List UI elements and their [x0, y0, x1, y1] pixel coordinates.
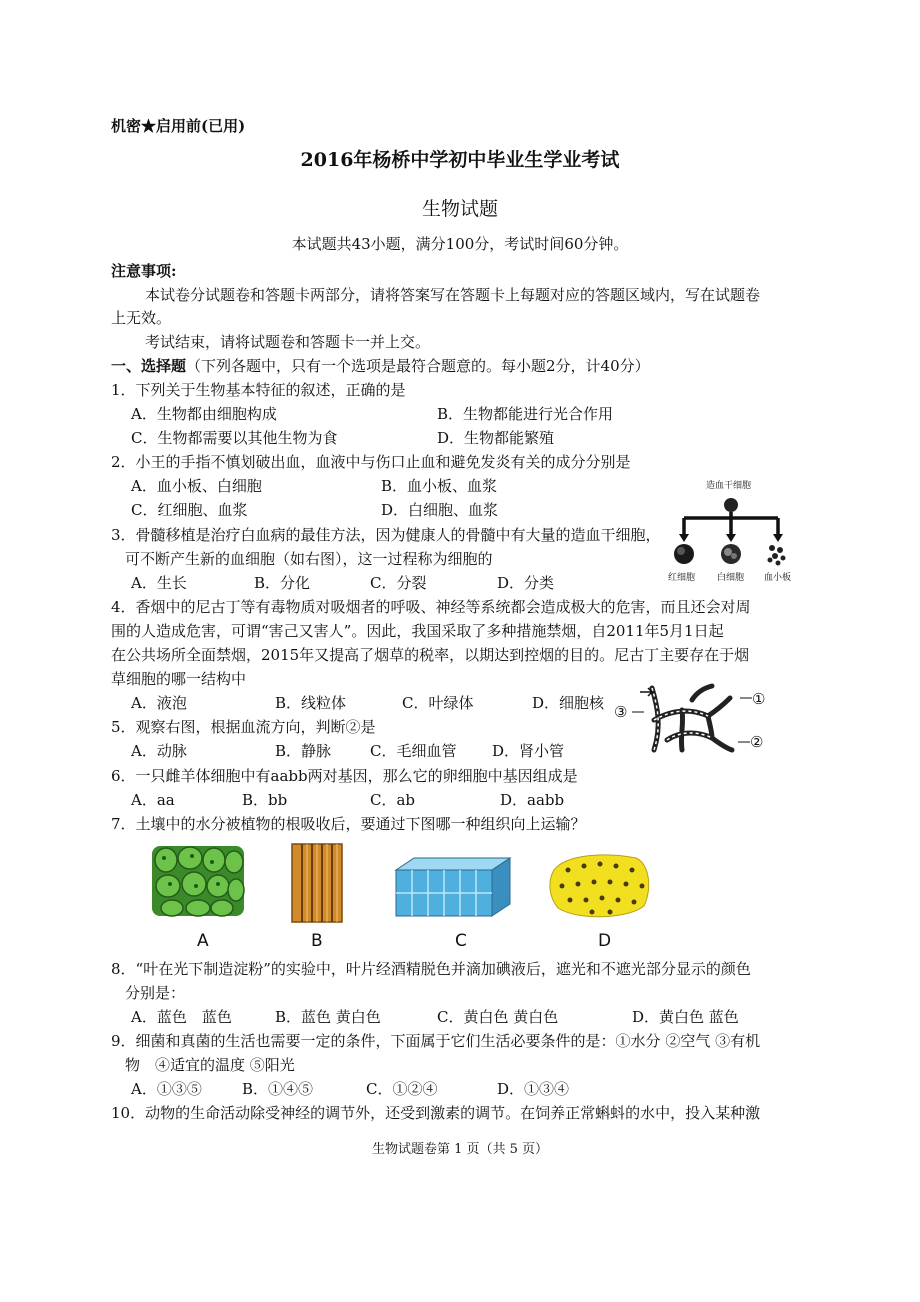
q8-option-d: D．黄白色 蓝色	[632, 1008, 739, 1026]
red-cell-label: 红细胞	[668, 573, 696, 583]
q5-option-d: D．肾小管	[492, 742, 565, 760]
stem-cell-label: 造血干细胞	[706, 481, 752, 491]
q1-option-a: A．生物都由细胞构成	[131, 405, 277, 423]
tissue-label-b: B	[311, 931, 323, 951]
q2-option-a: A．血小板、白细胞	[131, 477, 262, 495]
q6-stem: 6．一只雌羊体细胞中有aabb两对基因，那么它的卵细胞中基因组成是	[111, 767, 578, 785]
q5-stem: 5．观察右图，根据血流方向，判断②是	[111, 718, 376, 736]
q5-option-c: C．毛细血管	[370, 742, 457, 760]
q6-option-c: C．ab	[370, 791, 416, 809]
section1-heading: 一、选择题	[111, 357, 187, 375]
q7-stem: 7．土壤中的水分被植物的根吸收后，要通过下图哪一种组织向上运输？	[111, 815, 586, 833]
vessel-label-2: ②	[750, 733, 764, 751]
q4-option-c: C．叶绿体	[402, 694, 474, 712]
q4-stem-line2: 围的人造成危害，可谓“害己又害人”。因此，我国采取了多种措施禁烟，自2011年5月1日起	[111, 622, 724, 640]
q8-option-c: C．黄白色 黄白色	[437, 1008, 559, 1026]
vessel-tissue-illustration	[288, 840, 346, 926]
q9-option-d: D．①③④	[497, 1080, 570, 1098]
vessel-label-3: ③	[614, 703, 628, 721]
q6-option-b: B．bb	[242, 791, 288, 809]
exam-title: 2016年杨桥中学初中毕业生学业考试	[300, 149, 620, 171]
mesophyll-tissue-illustration	[148, 840, 248, 922]
white-cell-label: 白细胞	[717, 573, 745, 583]
subject-title: 生物试题	[421, 198, 498, 220]
q2-option-c: C．红细胞、血浆	[131, 501, 248, 519]
notes-line2: 考试结束，请将试题卷和答题卡一并上交。	[145, 333, 431, 351]
q6-option-d: D．aabb	[500, 791, 565, 809]
q6-option-a: A．aa	[131, 791, 175, 809]
q8-option-a: A．蓝色 蓝色	[131, 1008, 232, 1026]
exam-info: 本试题共43小题，满分100分，考试时间60分钟。	[291, 235, 629, 253]
q3-stem-line1: 3．骨髓移植是治疗白血病的最佳方法，因为健康人的骨髓中有大量的造血干细胞，	[111, 526, 661, 544]
q8-option-b: B．蓝色 黄白色	[275, 1008, 381, 1026]
q4-stem-line4: 草细胞的哪一结构中	[111, 670, 247, 688]
q3-option-a: A．生长	[131, 574, 187, 592]
q3-option-d: D．分类	[497, 574, 555, 592]
tissue-image-a	[148, 840, 248, 922]
q3-option-c: C．分裂	[370, 574, 427, 592]
q2-option-b: B．血小板、血浆	[381, 477, 498, 495]
q8-stem-line1: 8．“叶在光下制造淀粉”的实验中，叶片经酒精脱色并滴加碘液后，遮光和不遮光部分显示的颜色	[111, 960, 751, 978]
notes-heading: 注意事项:	[111, 262, 177, 280]
q9-stem-line2: 物 ④适宜的温度 ⑤阳光	[125, 1056, 295, 1074]
section1-heading-line	[111, 356, 650, 376]
notes-line1b: 上无效。	[111, 309, 172, 327]
section1-desc: （下列各题中，只有一个选项是最符合题意的。每小题2分，计40分）	[186, 357, 650, 375]
tissue-label-c: C	[455, 931, 467, 951]
secret-label: 机密★启用前(已用)	[111, 117, 246, 135]
tissue-label-d: D	[598, 931, 612, 951]
q1-stem: 1．下列关于生物基本特征的叙述，正确的是	[111, 381, 406, 399]
notes-line1: 本试卷分试题卷和答题卡两部分，请将答案写在答题卡上每题对应的答题区域内，写在试题卷	[145, 286, 761, 304]
q2-stem: 2．小王的手指不慎划破出血，血液中与伤口止血和避免发炎有关的成分分别是	[111, 453, 631, 471]
blood-vessel-diagram	[612, 680, 772, 762]
q5-option-b: B．静脉	[275, 742, 332, 760]
tissue-label-a: A	[197, 931, 209, 951]
q2-option-d: D．白细胞、血浆	[381, 501, 499, 519]
q4-option-a: A．液泡	[131, 694, 187, 712]
tissue-image-b	[288, 840, 346, 926]
q1-option-d: D．生物都能繁殖	[437, 429, 555, 447]
q4-option-d: D．细胞核	[532, 694, 605, 712]
tissue-image-d	[546, 850, 654, 922]
platelet-label: 血小板	[764, 573, 792, 583]
tissue-image-c	[392, 856, 514, 920]
q9-option-c: C．①②④	[366, 1080, 438, 1098]
epidermal-tissue-illustration	[392, 856, 514, 920]
q4-stem-line3: 在公共场所全面禁烟，2015年又提高了烟草的税率，以期达到控烟的目的。尼古丁主要存在于烟	[111, 646, 750, 664]
vessel-label-1: ①	[752, 690, 766, 708]
q5-option-a: A．动脉	[131, 742, 187, 760]
page-footer: 生物试题卷第 1 页（共 5 页）	[371, 1142, 549, 1157]
q9-stem-line1: 9．细菌和真菌的生活也需要一定的条件，下面属于它们生活必要条件的是：①水分 ②空气 ③有机	[111, 1032, 761, 1050]
q3-stem-line2: 可不断产生新的血细胞（如右图），这一过程称为细胞的	[125, 550, 493, 568]
q10-stem: 10．动物的生命活动除受神经的调节外，还受到激素的调节。在饲养正常蝌蚪的水中，投入某种激	[111, 1104, 761, 1122]
hematopoiesis-figure	[666, 474, 796, 586]
q8-stem-line2: 分别是：	[125, 984, 186, 1002]
q3-option-b: B．分化	[254, 574, 311, 592]
meristem-tissue-illustration	[546, 850, 654, 922]
q9-option-a: A．①③⑤	[131, 1080, 202, 1098]
q1-option-c: C．生物都需要以其他生物为食	[131, 429, 338, 447]
q1-option-b: B．生物都能进行光合作用	[437, 405, 614, 423]
q4-option-b: B．线粒体	[275, 694, 347, 712]
q4-stem-line1: 4．香烟中的尼古丁等有毒物质对吸烟者的呼吸、神经等系统都会造成极大的危害，而且还会对周	[111, 598, 751, 616]
blood-vessel-figure	[612, 680, 772, 762]
q9-option-b: B．①④⑤	[242, 1080, 314, 1098]
